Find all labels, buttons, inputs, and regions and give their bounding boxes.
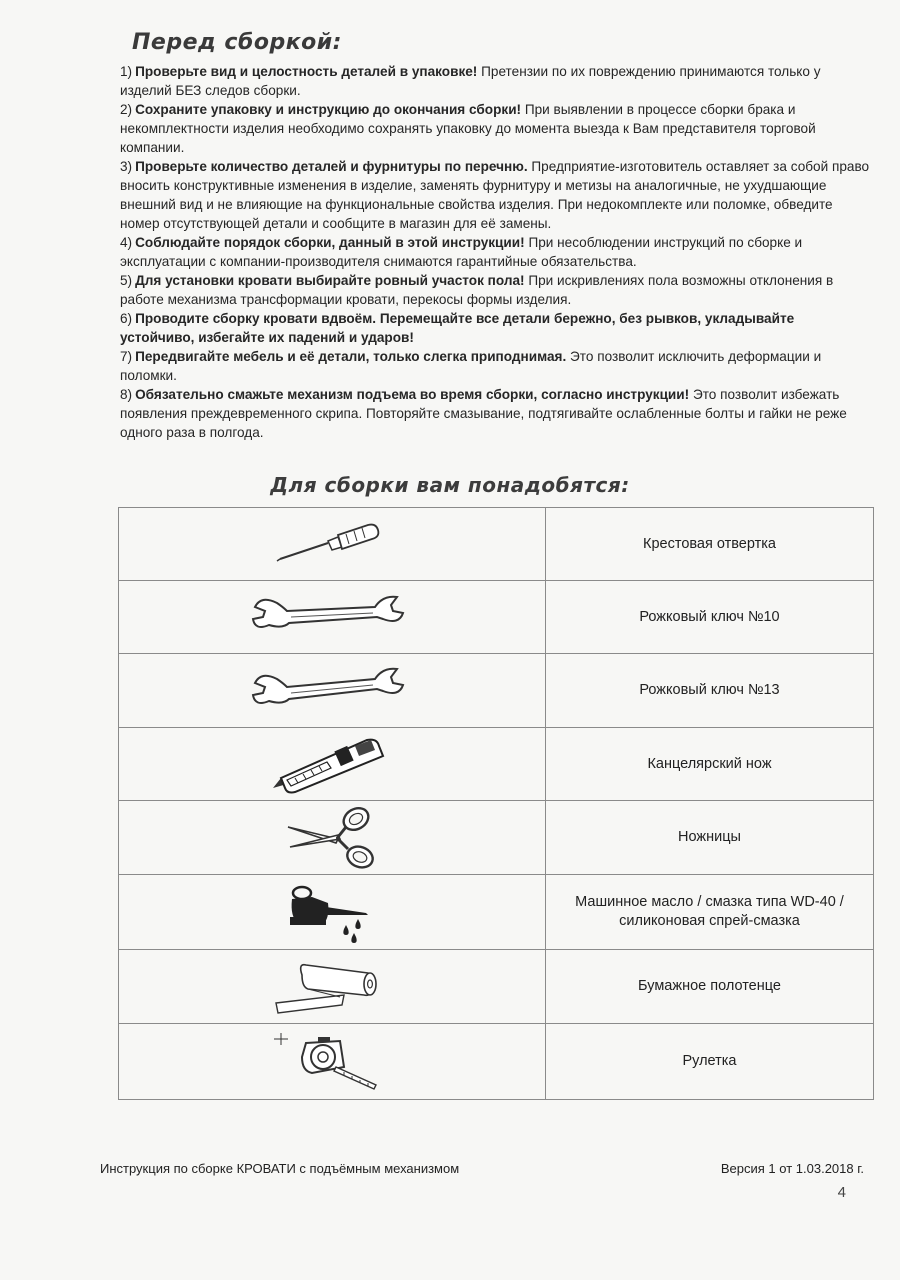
table-row	[119, 801, 874, 875]
rule-text: Предприятие-изготовитель оставляет за собой право вносить конструктивные изменения в изделие, заменять фурнитуру и метизы на аналогичные, не ухудшающие внешний вид и не влияющие на функциональные свойства изделия. При недокомплекте или поломке, обведите номер отсутствующей детали и сообщите в магазин для её замены.	[120, 159, 870, 231]
tool-name: Крестовая отвертка	[546, 508, 874, 581]
rule-text: При выявлении в процессе сборки брака и некомплектности изделия необходимо сохранять упаковку до момента выезда к Вам представителя торговой компании.	[120, 102, 816, 155]
paper-towel-icon	[272, 959, 392, 1015]
version-date: 1.03.2018 г.	[795, 1161, 864, 1176]
rule-bold-text: Соблюдайте порядок сборки, данный в этой инструкции!	[135, 235, 525, 250]
rule-text: Это позволит избежать появления преждевременного скрипа. Повторяйте смазывание, подтягивайте ослабленные болты и гайки не реже одного раза в полгода.	[120, 387, 847, 440]
tape-measure-icon	[272, 1031, 392, 1093]
tool-picture-cell	[119, 728, 546, 801]
utility-knife-icon	[267, 732, 397, 796]
rule-text: При несоблюдении инструкций по сборке и эксплуатации с компании-производителя снимаются гарантийные обязательства.	[120, 235, 803, 269]
oil-can-icon	[282, 879, 382, 945]
version-label: Версия 1 от	[720, 1161, 796, 1176]
rules-list	[120, 62, 870, 442]
rule-bold-text: Для установки кровати выбирайте ровный участок пола!	[135, 273, 525, 288]
rule-bold-text: Проверьте вид и целостность деталей в упаковке!	[135, 64, 478, 79]
tool-name: Канцелярский нож	[546, 728, 874, 801]
rule-bold-text: Передвигайте мебель и её детали, только слегка приподнимая.	[135, 349, 567, 364]
rule-text: Это позволит исключить деформации и поломки.	[120, 349, 822, 383]
rule-text: При искривлениях пола возможны отклонения в работе механизма трансформации кровати, перекосы формы изделия.	[120, 273, 834, 307]
rule-text: Претензии по их повреждению принимаются только у изделий БЕЗ следов сборки.	[120, 64, 821, 98]
tool-name: Рожковый ключ №10	[546, 581, 874, 654]
rule-item	[120, 233, 870, 271]
tool-picture-cell	[119, 581, 546, 654]
table-row	[119, 1024, 874, 1100]
tools-table	[118, 507, 874, 1100]
wrench-10-icon	[247, 589, 417, 645]
rule-number: 2)	[120, 102, 133, 117]
table-row	[119, 875, 874, 950]
tool-name: Машинное масло / смазка типа WD-40 / силиконовая спрей-смазка	[546, 875, 874, 950]
rule-item	[120, 62, 870, 100]
tool-picture-cell	[119, 875, 546, 950]
screwdriver-icon	[272, 519, 392, 569]
rule-number: 4)	[120, 235, 133, 250]
tools-heading: Для сборки вам понадобятся:	[270, 473, 630, 497]
tool-picture-cell	[119, 654, 546, 728]
rule-number: 7)	[120, 349, 133, 364]
table-row	[119, 654, 874, 728]
tool-name: Рулетка	[546, 1024, 874, 1100]
table-row	[119, 728, 874, 801]
rule-bold-text: Проверьте количество деталей и фурнитуры по перечню.	[135, 159, 528, 174]
rule-number: 8)	[120, 387, 133, 402]
tool-picture-cell	[119, 508, 546, 581]
rule-item	[120, 309, 870, 347]
rule-number: 1)	[120, 64, 133, 79]
tool-name: Рожковый ключ №13	[546, 654, 874, 728]
before-assembly-heading: Перед сборкой:	[132, 30, 342, 55]
rule-bold-text: Обязательно смажьте механизм подъема во время сборки, согласно инструкции!	[135, 387, 690, 402]
rule-number: 6)	[120, 311, 133, 326]
tool-picture-cell	[119, 801, 546, 875]
scissors-icon	[282, 803, 382, 873]
rule-number: 5)	[120, 273, 133, 288]
rule-bold-text: Сохраните упаковку и инструкцию до окончания сборки!	[135, 102, 522, 117]
table-row	[119, 950, 874, 1024]
rule-item	[120, 385, 870, 442]
rule-item	[120, 100, 870, 157]
page-number: 4	[837, 1184, 846, 1201]
rule-item	[120, 347, 870, 385]
table-row	[119, 508, 874, 581]
wrench-13-icon	[247, 663, 417, 719]
table-row	[119, 581, 874, 654]
tool-picture-cell	[119, 1024, 546, 1100]
rule-number: 3)	[120, 159, 133, 174]
footer-version	[721, 1161, 864, 1176]
rule-item	[120, 271, 870, 309]
rule-item	[120, 157, 870, 233]
tool-name: Ножницы	[546, 801, 874, 875]
rule-bold-text: Проводите сборку кровати вдвоём. Перемещайте все детали бережно, без рывков, укладывайте устойчиво, избегайте их падений и ударов!	[120, 311, 795, 345]
tool-picture-cell	[119, 950, 546, 1024]
tool-name: Бумажное полотенце	[546, 950, 874, 1024]
footer-title: Инструкция по сборке КРОВАТИ с подъёмным механизмом	[100, 1161, 460, 1176]
